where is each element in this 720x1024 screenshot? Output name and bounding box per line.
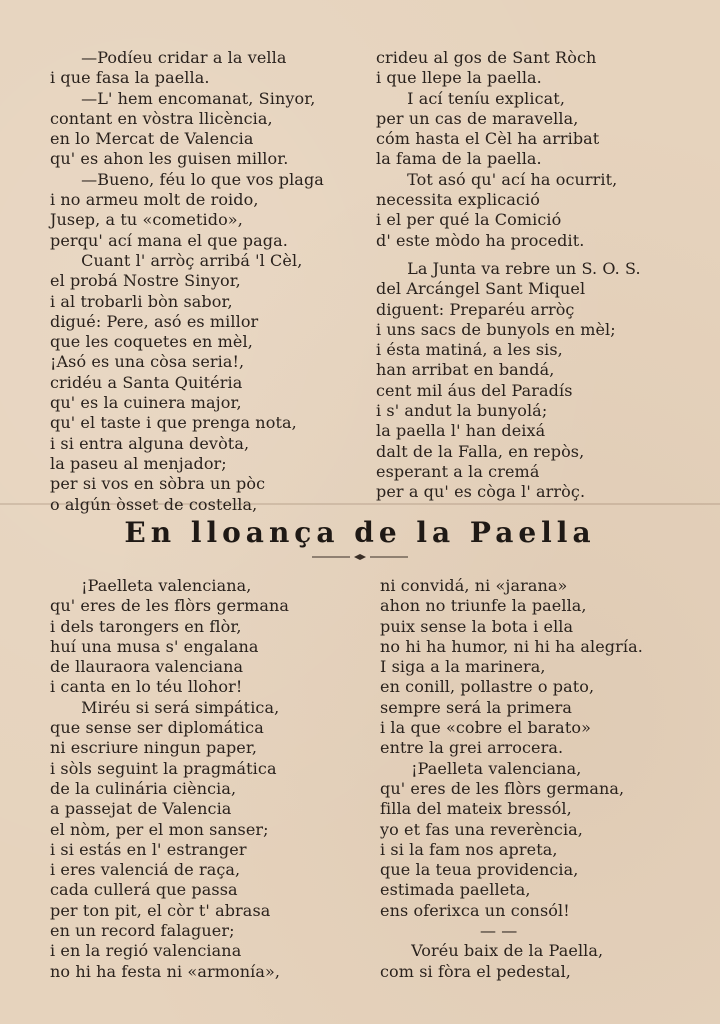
verse-line: no hi ha festa ni «armonía»,	[50, 961, 281, 981]
verse-line: i no armeu molt de roido,	[50, 190, 259, 210]
verse-line: ens oferixca un consól!	[380, 900, 570, 920]
verse-line: crideu al gos de Sant Ròch	[376, 48, 597, 67]
verse-line: perqu' ací mana el que paga.	[50, 230, 288, 250]
verse-line: per a qu' es còga l' arròç.	[376, 482, 586, 502]
verse-line: diguent: Preparéu arròç	[376, 299, 575, 319]
verse-line: que la teua providencia,	[380, 860, 579, 880]
verse-line: I ací teníu explicat,	[376, 88, 566, 108]
verse-line: puix sense la bota i ella	[380, 616, 574, 636]
verse-line: cada cullerá que passa	[50, 880, 238, 900]
verse-line: en conill, pollastre o pato,	[380, 677, 595, 697]
verse-line: de llauraora valenciana	[50, 657, 244, 677]
verse-line: i si entra alguna devòta,	[50, 433, 250, 453]
verse-line: ¡Paelleta valenciana,	[50, 576, 252, 595]
poem-column-top-right	[376, 48, 641, 503]
verse-line: del Arcángel Sant Miquel	[376, 279, 586, 299]
title-ornament-divider	[310, 552, 410, 562]
verse-line: —Bueno, féu lo que vos plaga	[50, 169, 324, 189]
verse-line: cridéu a Santa Quitéria	[50, 372, 243, 392]
verse-line: o algún òsset de costella,	[50, 494, 258, 514]
verse-line: han arribat en bandá,	[376, 360, 555, 380]
verse-line: huí una musa s' engalana	[50, 636, 259, 656]
verse-line: en lo Mercat de Valencia	[50, 129, 254, 149]
stanza-group	[376, 48, 641, 251]
verse-line: la paella l' han deixá	[376, 421, 546, 441]
verse-line: i que fasa la paella.	[50, 68, 210, 88]
verse-line: qu' es la cuinera major,	[50, 393, 242, 413]
verse-line: cent mil áus del Paradís	[376, 380, 573, 400]
verse-line: i la que «cobre el barato»	[380, 718, 591, 738]
verse-line: a passejat de Valencia	[50, 799, 232, 819]
stanza-separator: — —	[480, 921, 518, 941]
verse-line: —Podíeu cridar a la vella	[50, 48, 287, 67]
verse-line: en un record falaguer;	[50, 921, 235, 941]
verse-line: Miréu si será simpática,	[50, 697, 280, 717]
verse-line: dalt de la Falla, en repòs,	[376, 441, 585, 461]
stanza-group	[376, 259, 641, 503]
verse-line: per ton pit, el còr t' abrasa	[50, 900, 271, 920]
poem-column-bottom-left	[50, 576, 289, 982]
stanza-gap	[376, 251, 641, 259]
verse-line: i si la fam nos apreta,	[380, 839, 558, 859]
verse-line: —L' hem encomanat, Sinyor,	[50, 88, 316, 108]
verse-line: de la culinária ciència,	[50, 778, 237, 798]
verse-line: contant en vòstra llicència,	[50, 108, 273, 128]
verse-line: Tot asó qu' ací ha ocurrit,	[376, 169, 618, 189]
verse-line: qu' eres de les flòrs germana	[50, 596, 290, 616]
verse-line: que sense ser diplomática	[50, 718, 264, 738]
verse-line: estimada paelleta,	[380, 880, 531, 900]
verse-line: i uns sacs de bunyols en mèl;	[376, 319, 616, 339]
verse-line: d' este mòdo ha procedit.	[376, 230, 585, 250]
verse-line: qu' es ahon les guisen millor.	[50, 149, 289, 169]
verse-line: per un cas de maravella,	[376, 108, 579, 128]
verse-line: i al trobarli bòn sabor,	[50, 291, 233, 311]
poem-column-bottom-right	[380, 576, 643, 982]
verse-line: I siga a la marinera,	[380, 657, 546, 677]
verse-line: per si vos en sòbra un pòc	[50, 474, 266, 494]
verse-line: i el per qué la Comició	[376, 210, 562, 230]
verse-line: que les coquetes en mèl,	[50, 332, 253, 352]
verse-line: la fama de la paella.	[376, 149, 542, 169]
verse-line: el probá Nostre Sinyor,	[50, 271, 241, 291]
verse-line: ¡Paelleta valenciana,	[380, 758, 582, 778]
verse-line: qu' el taste i que prenga nota,	[50, 413, 297, 433]
verse-line: esperant a la cremá	[376, 461, 540, 481]
verse-line: La Junta va rebre un S. O. S.	[376, 258, 641, 278]
verse-line: sempre será la primera	[380, 697, 573, 717]
verse-line: filla del mateix bressól,	[380, 799, 572, 819]
verse-line: ¡Asó es una còsa seria!,	[50, 352, 245, 372]
verse-line: qu' eres de les flòrs germana,	[380, 778, 625, 798]
verse-line: i s' andut la bunyolá;	[376, 401, 548, 421]
poem-title: En lloança de la Paella	[124, 516, 596, 549]
ornament-diamond	[354, 554, 366, 560]
stanza-group	[380, 941, 643, 982]
verse-line: i ésta matiná, a les sis,	[376, 340, 563, 360]
verse-line: no hi ha humor, ni hi ha alegría.	[380, 636, 643, 656]
verse-line: entre la grei arrocera.	[380, 738, 564, 758]
verse-line: i canta en lo téu llohor!	[50, 677, 243, 697]
verse-line: Voréu baix de la Paella,	[380, 941, 604, 961]
verse-line: necessita explicació	[376, 190, 540, 210]
poem-column-top-left	[50, 48, 324, 515]
verse-line: cóm hasta el Cèl ha arribat	[376, 129, 600, 149]
verse-line: i que llepe la paella.	[376, 68, 542, 88]
stanza-group	[380, 576, 643, 921]
verse-line: Cuant l' arròç arribá 'l Cèl,	[50, 250, 303, 270]
verse-line: ni escriure ningun paper,	[50, 738, 258, 758]
verse-line: ni convidá, ni «jarana»	[380, 576, 568, 595]
verse-line: i sòls seguint la pragmática	[50, 758, 277, 778]
verse-line: la paseu al menjador;	[50, 453, 227, 473]
verse-line: i si estás en l' estranger	[50, 839, 247, 859]
verse-line: digué: Pere, asó es millor	[50, 311, 259, 331]
verse-line: i eres valenciá de raça,	[50, 860, 241, 880]
verse-line: ahon no triunfe la paella,	[380, 596, 587, 616]
verse-line: i en la regió valenciana	[50, 941, 242, 961]
verse-line: yo et fas una reverència,	[380, 819, 583, 839]
verse-line: com si fòra el pedestal,	[380, 961, 571, 981]
verse-line: Jusep, a tu «cometido»,	[50, 210, 243, 230]
verse-line: el nòm, per el mon sanser;	[50, 819, 269, 839]
verse-line: i dels tarongers en flòr,	[50, 616, 242, 636]
